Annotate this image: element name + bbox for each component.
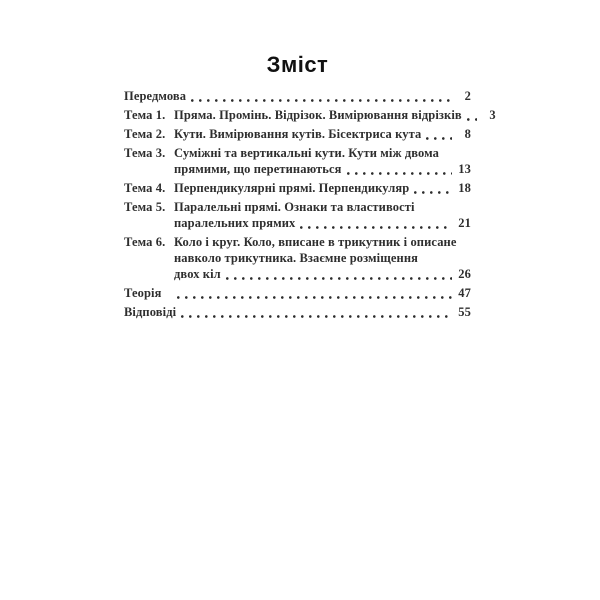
page-number: 2 [464,89,471,103]
entry-text: двох кіл [174,267,221,281]
entry-text: Відповіді [124,305,177,319]
dot-leader [191,88,452,104]
dot-leader [347,161,452,177]
entry-text: Суміжні та вертикальні кути. Кути між двома [174,146,440,160]
entry-label: Тема 4. [124,181,166,195]
page-number: 21 [458,216,471,230]
entry-text: прямими, що перетинаються [174,162,342,176]
page-number: 26 [458,267,471,281]
page-number: 8 [464,127,471,141]
entry-label: Тема 5. [124,200,166,214]
entry-text: Пряма. Промінь. Відрізок. Вимірювання відрізків [174,108,462,122]
page-title: Зміст [266,52,329,77]
entry-text: навколо трикутника. Взаємне розміщення [174,251,418,265]
dot-leader [177,285,452,301]
entry-text: Передмова [124,89,187,103]
page-number: 13 [458,162,471,176]
dot-leader [426,126,452,142]
dot-leader [414,180,452,196]
toc-entry-tema-2 [124,126,471,142]
entry-label: Тема 1. [124,108,166,122]
entry-label: Тема 2. [124,127,166,141]
toc-entry-tema-6 [124,234,471,282]
dot-leader [181,304,452,320]
toc-entry-tema-3 [124,145,471,177]
entry-text: Паралельні прямі. Ознаки та властивості [174,200,415,214]
toc-entry-teoriya [124,285,471,301]
toc-content [124,52,496,323]
page-number: 55 [458,305,471,319]
entry-label: Тема 6. [124,235,166,249]
entry-label: Тема 3. [124,146,166,160]
page-number: 3 [489,108,496,122]
toc-entry-vidpovidi [124,304,471,320]
toc-entry-tema-5 [124,199,471,231]
dot-leader [226,266,452,282]
entry-text: паралельних прямих [174,216,296,230]
entry-text: Перпендикулярні прямі. Перпендикуляр [174,181,410,195]
entry-text: Кути. Вимірювання кутів. Бісектриса кута [174,127,422,141]
entry-text: Коло і круг. Коло, вписане в трикутник і описане [174,235,457,249]
toc-entry-peredmova [124,88,471,104]
toc-entry-tema-4 [124,180,471,196]
toc-entry-tema-1 [124,107,496,123]
page-number: 18 [458,181,471,195]
page-number: 47 [458,286,471,300]
entry-text: Теорія [124,286,162,300]
dot-leader [300,215,452,231]
dot-leader [467,107,477,123]
